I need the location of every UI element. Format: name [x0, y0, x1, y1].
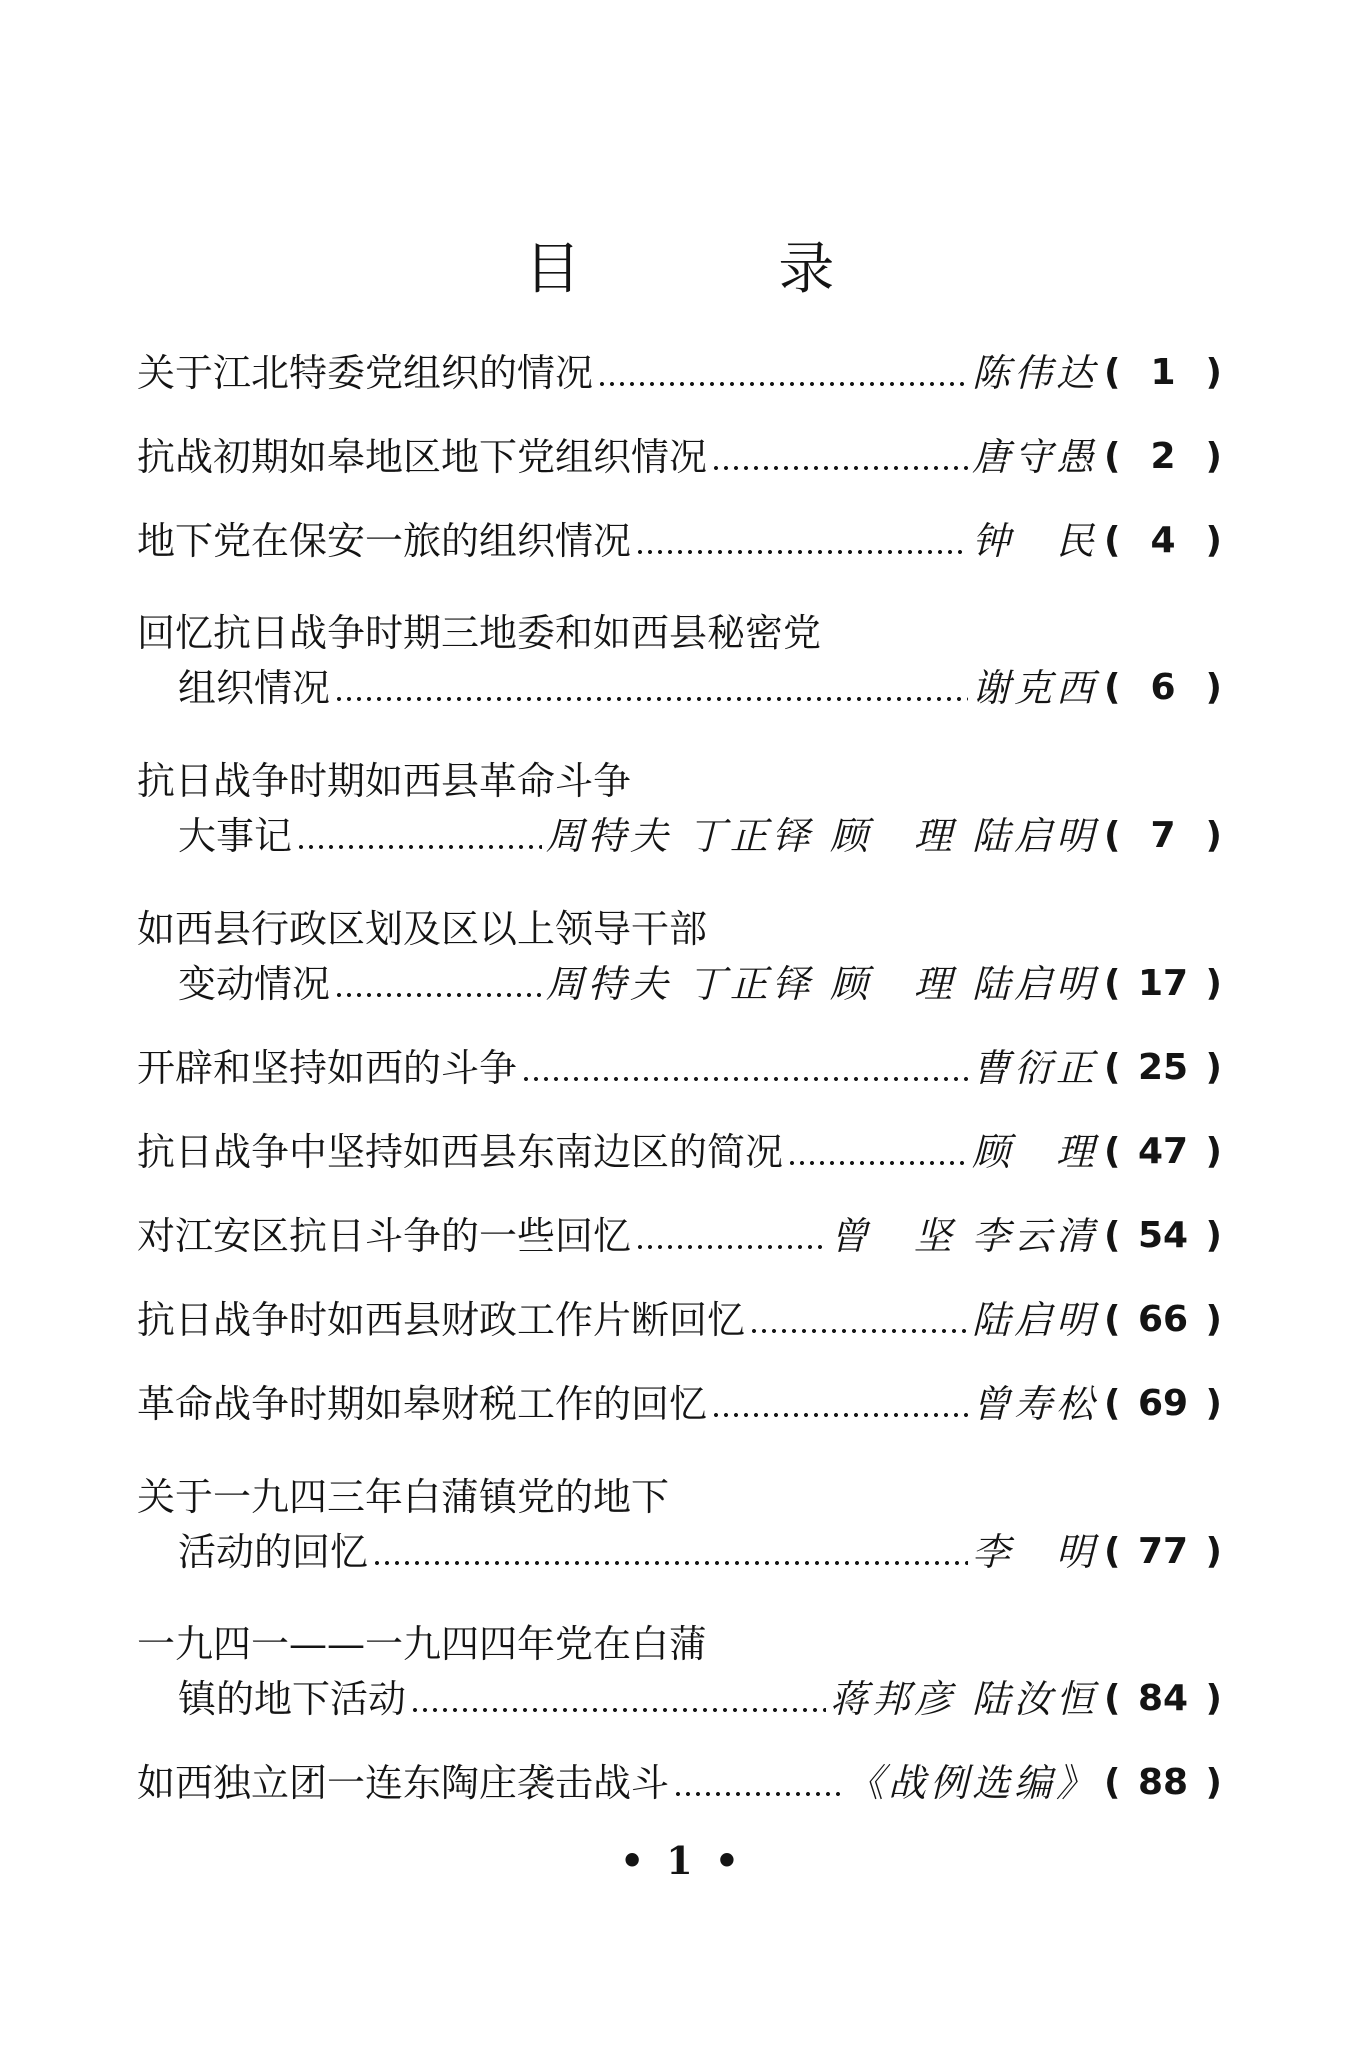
page-number: 6 [1150, 667, 1176, 708]
paren-open: ( [1104, 1131, 1121, 1172]
page-number: 7 [1150, 815, 1176, 856]
toc-entry-first-line[interactable] [137, 1464, 1222, 1520]
entry-author: 陈伟达 [971, 351, 1098, 395]
entry-page [1104, 434, 1222, 480]
entry-title-continued: 变动情况 [178, 962, 331, 1006]
paren-close: ) [1205, 963, 1222, 1004]
page-number: 88 [1137, 1762, 1189, 1803]
entry-title-continued: 组织情况 [178, 666, 331, 710]
entry-author: 唐守愚 [971, 435, 1098, 479]
entry-page [1104, 1529, 1222, 1575]
paren-open: ( [1104, 667, 1121, 708]
toc-entry[interactable] [137, 1203, 1222, 1259]
paren-close: ) [1205, 1531, 1222, 1572]
paren-close: ) [1205, 1299, 1222, 1340]
paren-open: ( [1104, 520, 1121, 561]
page-number: 1 [1150, 352, 1176, 393]
entry-title-continued: 镇的地下活动 [178, 1677, 407, 1721]
dot-leader [787, 1161, 968, 1165]
entry-author: 曾 坚 李云清 [829, 1214, 1098, 1258]
entry-page [1104, 665, 1222, 711]
page-number: 54 [1137, 1215, 1189, 1256]
toc-entry[interactable] [137, 1371, 1222, 1427]
folio-dot: • [714, 1838, 740, 1883]
entry-author: 陆启明 [971, 1298, 1098, 1342]
paren-close: ) [1205, 1678, 1222, 1719]
entry-page [1104, 813, 1222, 859]
paren-open: ( [1104, 436, 1121, 477]
paren-close: ) [1205, 1047, 1222, 1088]
entry-title: 抗战初期如皋地区地下党组织情况 [137, 435, 708, 479]
entry-page [1104, 961, 1222, 1007]
toc-entry-second-line[interactable] [178, 951, 1222, 1007]
entry-page [1104, 1297, 1222, 1343]
paren-close: ) [1205, 667, 1222, 708]
entry-page [1104, 1676, 1222, 1722]
page-number: 25 [1137, 1047, 1189, 1088]
entry-page [1104, 1381, 1222, 1427]
entry-page [1104, 1213, 1222, 1259]
toc-entry-first-line[interactable] [137, 896, 1222, 952]
paren-close: ) [1205, 520, 1222, 561]
entry-title: 如西县行政区划及区以上领导干部 [137, 907, 708, 951]
dot-leader [711, 1413, 968, 1417]
dot-leader [334, 697, 968, 701]
page-folio [0, 1838, 1359, 1884]
dot-leader [749, 1329, 968, 1333]
entry-author: 曾寿松 [971, 1382, 1098, 1426]
page-number: 47 [1137, 1131, 1189, 1172]
entry-page [1104, 1045, 1222, 1091]
paren-open: ( [1104, 1383, 1121, 1424]
dot-leader [711, 466, 968, 470]
entry-title: 抗日战争时如西县财政工作片断回忆 [137, 1298, 746, 1342]
paren-close: ) [1205, 1383, 1222, 1424]
entry-author: 蒋邦彦 陆汝恒 [829, 1677, 1098, 1721]
paren-open: ( [1104, 963, 1121, 1004]
toc-entry-first-line[interactable] [137, 1611, 1222, 1667]
toc-entry-second-line[interactable] [178, 1519, 1222, 1575]
toc-entry[interactable] [137, 508, 1222, 564]
toc-entry-first-line[interactable] [137, 600, 1222, 656]
toc-entry[interactable] [137, 1035, 1222, 1091]
entry-page [1104, 350, 1222, 396]
dot-leader [410, 1708, 826, 1712]
paren-close: ) [1205, 815, 1222, 856]
entry-title: 如西独立团一连东陶庄袭击战斗 [137, 1761, 670, 1805]
entry-title: 开辟和坚持如西的斗争 [137, 1046, 518, 1090]
paren-open: ( [1104, 1047, 1121, 1088]
page-number: 2 [1150, 436, 1176, 477]
page-number: 66 [1137, 1299, 1189, 1340]
toc-entry-second-line[interactable] [178, 803, 1222, 859]
page-number: 69 [1137, 1383, 1189, 1424]
entry-author: 周特夫 丁正铎 顾 理 陆启明 [545, 962, 1098, 1006]
toc-entry-second-line[interactable] [178, 1666, 1222, 1722]
entry-title-continued: 大事记 [178, 814, 293, 858]
folio-dot: • [619, 1838, 645, 1883]
page-number: 77 [1137, 1531, 1189, 1572]
entry-page [1104, 1760, 1222, 1806]
entry-author: 曹衍正 [971, 1046, 1098, 1090]
dot-leader [372, 1561, 968, 1565]
entry-title: 革命战争时期如皋财税工作的回忆 [137, 1382, 708, 1426]
entry-author: 顾 理 [971, 1130, 1098, 1174]
toc-entry[interactable] [137, 1287, 1222, 1343]
entry-title: 回忆抗日战争时期三地委和如西县秘密党 [137, 611, 822, 655]
dot-leader [296, 845, 542, 849]
toc-entry[interactable] [137, 1119, 1222, 1175]
paren-close: ) [1205, 1215, 1222, 1256]
entry-title: 关于一九四三年白蒲镇党的地下 [137, 1475, 670, 1519]
dot-leader [673, 1792, 842, 1796]
paren-close: ) [1205, 352, 1222, 393]
page-number: 4 [1150, 520, 1176, 561]
page-title: 目 录 [524, 237, 925, 302]
entry-page [1104, 1129, 1222, 1175]
toc-entry[interactable] [137, 424, 1222, 480]
toc-entry-second-line[interactable] [178, 655, 1222, 711]
paren-open: ( [1104, 1762, 1121, 1803]
entry-author: 《战例选编》 [845, 1761, 1098, 1805]
paren-close: ) [1205, 436, 1222, 477]
paren-open: ( [1104, 1215, 1121, 1256]
toc-entry-first-line[interactable] [137, 748, 1222, 804]
dot-leader [635, 550, 968, 554]
paren-close: ) [1205, 1762, 1222, 1803]
toc-entry[interactable] [137, 1750, 1222, 1806]
toc-entry[interactable] [137, 340, 1222, 396]
paren-open: ( [1104, 815, 1121, 856]
paren-open: ( [1104, 1299, 1121, 1340]
dot-leader [334, 993, 542, 997]
entry-title: 抗日战争时期如西县革命斗争 [137, 759, 632, 803]
entry-author: 谢克西 [971, 666, 1098, 710]
dot-leader [521, 1077, 968, 1081]
page-number: 17 [1137, 963, 1189, 1004]
entry-title-continued: 活动的回忆 [178, 1530, 369, 1574]
entry-author: 钟 民 [971, 519, 1098, 563]
dot-leader [635, 1245, 826, 1249]
paren-close: ) [1205, 1131, 1222, 1172]
paren-open: ( [1104, 352, 1121, 393]
paren-open: ( [1104, 1678, 1121, 1719]
entry-title: 对江安区抗日斗争的一些回忆 [137, 1214, 632, 1258]
entry-title: 地下党在保安一旅的组织情况 [137, 519, 632, 563]
entry-author: 李 明 [971, 1530, 1098, 1574]
entry-author: 周特夫 丁正铎 顾 理 陆启明 [545, 814, 1098, 858]
entry-page [1104, 518, 1222, 564]
entry-title: 抗日战争中坚持如西县东南边区的简况 [137, 1130, 784, 1174]
entry-title: 关于江北特委党组织的情况 [137, 351, 594, 395]
folio-number: 1 [666, 1838, 693, 1883]
entry-title: 一九四一——一九四四年党在白蒲 [137, 1622, 708, 1666]
dot-leader [597, 382, 968, 386]
page-number: 84 [1137, 1678, 1189, 1719]
paren-open: ( [1104, 1531, 1121, 1572]
